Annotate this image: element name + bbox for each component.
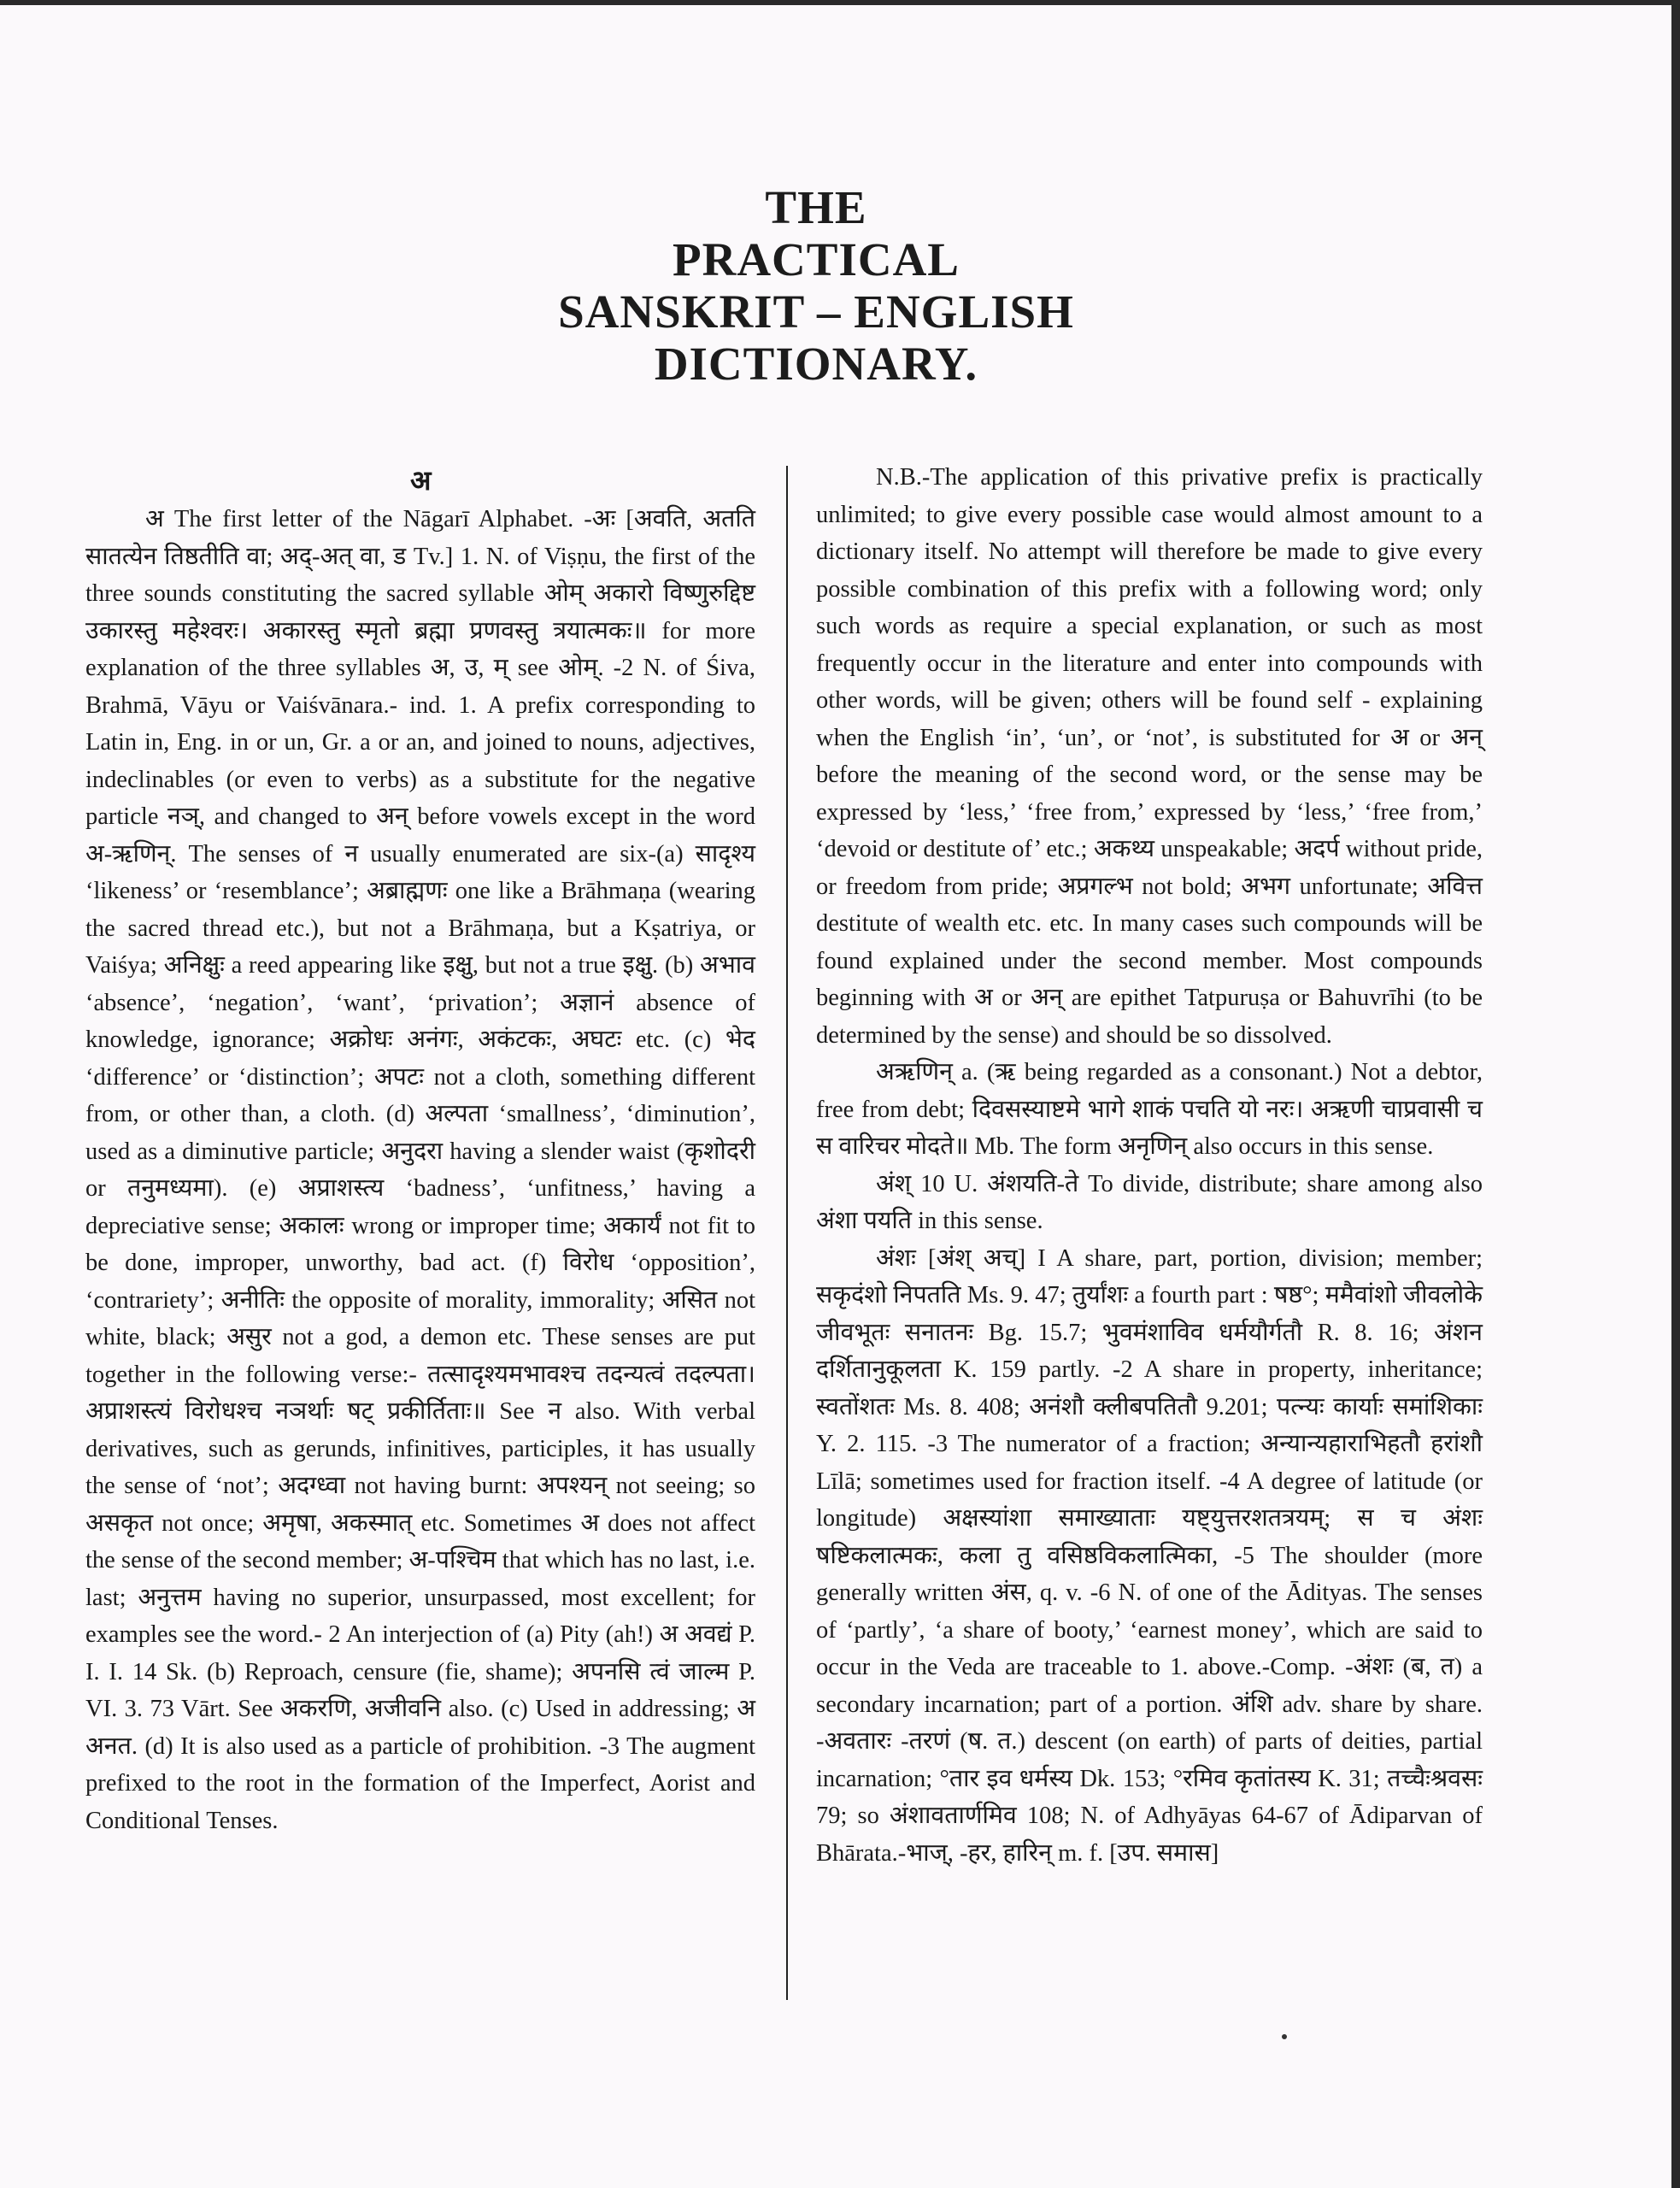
right-column: [816, 459, 1483, 1872]
column-divider: [786, 466, 788, 2000]
ink-speck: [1282, 2034, 1287, 2039]
title-line-3: SANSKRIT – ENGLISH: [558, 285, 1074, 338]
entry-nb-note: N.B.-The application of this privative prefix is practically unlimited; to give every possible case would almost amount to a dictionary itself. No attempt will therefore be made to give every possible combination of this prefix with a following word; only such words as require a special explanation, or such as most frequently occur in the literature and enter into compounds with other words, will be given; others will be found self - explaining when the English ‘in’, ‘un’, or ‘not’, is substituted for अ or अन् before the meaning of the second word, or the sense may be expressed by ‘less,’ ‘free from,’ expressed by ‘less,’ ‘free from,’ ‘devoid or destitute of’ etc.; अकथ्य unspeakable; अदर्प without pride, or freedom from pride; अप्रगल्भ not bold; अभग unfortunate; अवित्त destitute of wealth etc. etc. In many cases such compounds will be found explained under the second member. Most compounds beginning with अ or अन् are epithet Tatpuruṣa or Bahuvrīhi (to be determined by the sense) and should be so dissolved.: [816, 464, 1483, 1049]
entry-anrinin: अऋणिन् a. (ऋ being regarded as a consonant.) Not a debtor, free from debt; दिवसस्याष्टमे भागे शाकं पचति यो नरः। अऋणी चाप्रवासी च स वारिचर मोदते॥ Mb. The form अनृणिन् also occurs in this sense.: [816, 1059, 1483, 1160]
entry-ansha: अंशः [अंश् अच्] I A share, part, portion, division; member; सकृदंशो निपतति Ms. 9. 47; तुर्यांशः a fourth part : षष्ठ°; ममैवांशो जीवलोके जीवभूतः सनातनः Bg. 15.7; भुवमंशाविव धर्मयौर्गतौ R. 8. 16; अंशन दर्शितानुकूलता K. 159 partly. -2 A share in property, inheritance; स्वतोंशतः Ms. 8. 408; अनंशौ क्लीबपतितौ 9.201; पत्न्यः कार्याः समांशिकाः Y. 2. 115. -3 The numerator of a fraction; अन्यान्यहाराभिहतौ हरांशौ Līlā; sometimes used for fraction itself. -4 A degree of latitude (or longitude) अक्षस्यांशा समाख्याताः यष्ट्युत्तरशतत्रयम्; स च अंशः षष्टिकलात्मकः, कला तु वसिष्ठविकलात्मिका, -5 The shoulder (more generally written अंस, q. v. -6 N. of one of the Ādityas. The senses of ‘partly’, ‘a share of booty,’ ‘earnest money’, which are said to occur in the Veda are traceable to 1. above.-Comp. -अंशः (ब, त) a secondary incarnation; part of a portion. अंशि adv. share by share. -अवतारः -तरणं (ष. त.) descent (on earth) of parts of deities, partial incarnation; °तार इव धर्मस्य Dk. 153; °रमिव कृतांतस्य K. 31; तच्चैःश्रवसः 79; so अंशावतार्णमिव 108; N. of Adhyāyas 64-67 of Ādiparvan of Bhārata.-भाज्, -हर, हारिन् m. f. [उप. समास]: [816, 1244, 1483, 1867]
title-line-4: DICTIONARY.: [654, 338, 978, 390]
scan-edge-top: [0, 0, 1680, 5]
title-line-1: THE: [765, 181, 867, 233]
entry-ansh-verb: अंश् 10 U. अंशयति-ते To divide, distribute; share among also अंशा पयति in this sense.: [816, 1170, 1483, 1234]
scan-edge-right: [1671, 0, 1680, 2188]
dictionary-title: [0, 181, 1632, 390]
left-column: [85, 501, 755, 1839]
section-letter: अ: [410, 465, 432, 496]
entry-a: अ The first letter of the Nāgarī Alphabet. -अः [अवति, अतति सातत्येन तिष्ठतीति वा; अद्-अत् वा, ड Tv.] 1. N. of Viṣṇu, the first of the three sounds constituting the sacred syllable ओम् अकारो विष्णुरुद्दिष्ट उकारस्तु महेश्वरः। अकारस्तु स्मृतो ब्रह्मा प्रणवस्तु त्रयात्मकः॥ for more explanation of the three syllables अ, उ, म् see ओम्. -2 N. of Śiva, Brahmā, Vāyu or Vaiśvānara.- ind. 1. A prefix corresponding to Latin in, Eng. in or un, Gr. a or an, and joined to nouns, adjectives, indeclinables (or even to verbs) as a substitute for the negative particle नञ्, and changed to अन् before vowels except in the word अ-ऋणिन्. The senses of न usually enumerated are six-(a) सादृश्य ‘likeness’ or ‘resemblance’; अब्राह्मणः one like a Brāhmaṇa (wearing the sacred thread etc.), but not a Brāhmaṇa, but a Kṣatriya, or Vaiśya; अनिक्षुः a reed appearing like इक्षु, but not a true इक्षु. (b) अभाव ‘absence’, ‘negation’, ‘want’, ‘privation’; अज्ञानं absence of knowledge, ignorance; अक्रोधः अनंगः, अकंटकः, अघटः etc. (c) भेद ‘difference’ or ‘distinction’; अपटः not a cloth, something different from, or other than, a cloth. (d) अल्पता ‘smallness’, ‘diminution’, used as a diminutive particle; अनुदरा having a slender waist (कृशोदरी or तनुमध्यमा). (e) अप्राशस्त्य ‘badness’, ‘unfitness,’ having a depreciative sense; अकालः wrong or improper time; अकार्यं not fit to be done, improper, unworthy, bad act. (f) विरोध ‘opposition’, ‘contrariety’; अनीतिः the opposite of morality, immorality; असित not white, black; असुर not a god, a demon etc. These senses are put together in the following verse:- तत्सादृश्यमभावश्च तदन्यत्वं तदल्पता। अप्राशस्त्यं विरोधश्च नञर्थाः षट् प्रकीर्तिताः॥ See न also. With verbal derivatives, such as gerunds, infinitives, participles, it has usually the sense of ‘not’; अदग्ध्वा not having burnt: अपश्यन् not seeing; so असकृत not once; अमृषा, अकस्मात् etc. Sometimes अ does not affect the sense of the second member; अ-पश्चिम that which has no last, i.e. last; अनुत्तम having no superior, unsurpassed, most excellent; for examples see the word.- 2 An interjection of (a) Pity (ah!) अ अवद्यं P. I. I. 14 Sk. (b) Reproach, censure (fie, shame); अपनसि त्वं जाल्म P. VI. 3. 73 Vārt. See अकरणि, अजीवनि also. (c) Used in addressing; अ अनत. (d) It is also used as a particle of prohibition. -3 The augment prefixed to the root in the formation of the Imperfect, Aorist and Conditional Tenses.: [85, 506, 755, 1834]
title-line-2: PRACTICAL: [673, 233, 960, 285]
